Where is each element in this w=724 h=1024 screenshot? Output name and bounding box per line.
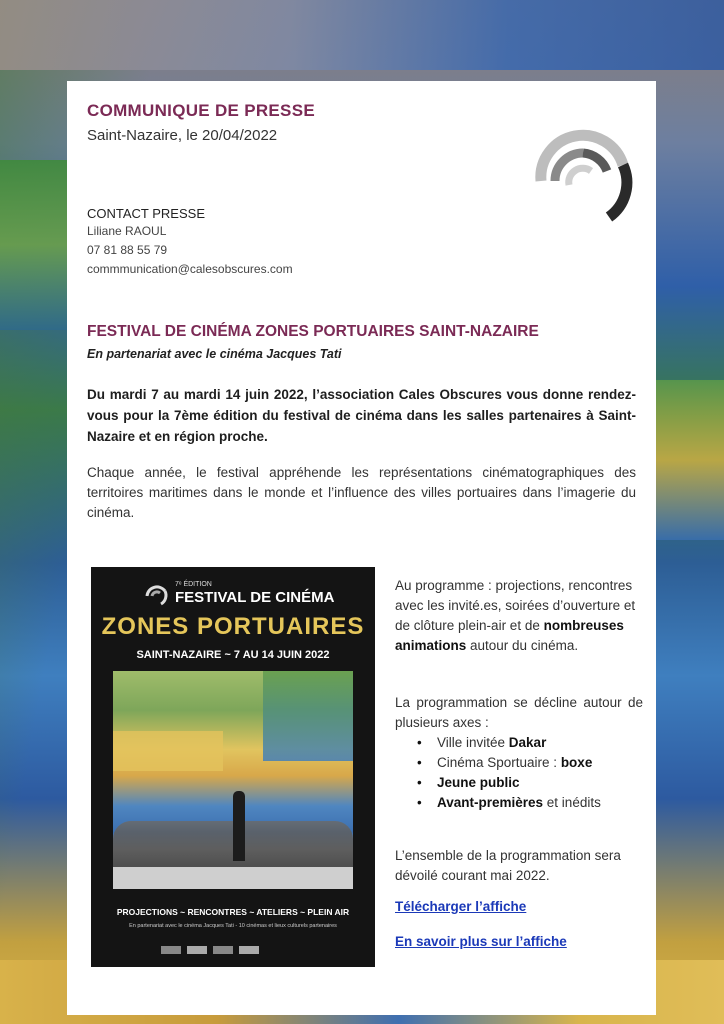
cales-obscures-logo [525, 121, 637, 225]
document-title: COMMUNIQUE DE PRESSE [87, 101, 315, 120]
poster-sponsor-logos [161, 941, 301, 951]
poster-dates: SAINT-NAZAIRE ~ 7 AU 14 JUIN 2022 [136, 649, 330, 661]
poster-info-link[interactable]: En savoir plus sur l’affiche [395, 934, 567, 949]
press-release-page [67, 81, 656, 1015]
axes-intro: La programmation se décline autour de plusieurs axes : [395, 695, 643, 730]
programme-intro [395, 576, 643, 656]
programme-intro-end: autour du cinéma. [466, 638, 579, 653]
list-item: • Cinéma Sportuaire : boxe [395, 753, 643, 773]
poster-edition: 7ᵉ ÉDITION [175, 581, 212, 588]
poster-artwork [113, 671, 353, 889]
festival-poster[interactable] [91, 567, 375, 967]
background-stroke-green-left [0, 160, 67, 330]
list-item: • Jeune public [395, 773, 643, 793]
contact-phone[interactable]: 07 81 88 55 79 [87, 243, 168, 257]
festival-subtitle: En partenariat avec le cinéma Jacques Tati [87, 347, 342, 361]
closing-paragraph: L’ensemble de la programmation sera dévoilé courant mai 2022. [395, 848, 621, 883]
poster-logo-icon [143, 581, 169, 607]
contact-heading: CONTACT PRESSE [87, 206, 205, 221]
background-stroke-green-right [656, 380, 724, 540]
poster-title: ZONES PORTUAIRES [101, 613, 365, 640]
place-date: Saint-Nazaire, le 20/04/2022 [87, 127, 278, 144]
list-item: • Avant-premières et inédits [395, 793, 643, 813]
description-paragraph: Chaque année, le festival appréhende les représentations cinématographiques des territoires maritimes dans le monde et l’influence des villes portuaires dans l’imagerie du cinéma. [87, 465, 636, 520]
axes-list [395, 733, 643, 813]
download-poster-link[interactable]: Télécharger l’affiche [395, 899, 527, 914]
festival-title: FESTIVAL DE CINÉMA ZONES PORTUAIRES SAINT-NAZAIRE [87, 323, 539, 340]
poster-activities: PROJECTIONS ~ RENCONTRES ~ ATELIERS ~ PLEIN AIR [116, 907, 350, 917]
background-stroke-top [0, 0, 724, 70]
lead-paragraph: Du mardi 7 au mardi 14 juin 2022, l’association Cales Obscures vous donne rendez-vous pour la 7ème édition du festival de cinéma dans les salles partenaires à Saint-Nazaire et en région proche. [87, 387, 636, 444]
contact-email[interactable]: commmunication@calesobscures.com [87, 262, 293, 276]
contact-name: Liliane RAOUL [87, 224, 167, 238]
poster-partners: En partenariat avec le cinéma Jacques Tati - 10 cinémas et lieux culturels partenaires [129, 923, 337, 929]
programme-intro-text: Au programme : projections, rencontres avec les invité.es, soirées d’ouverture et de clôture plein-air et de [395, 578, 636, 633]
list-item: • Ville invitée Dakar [395, 733, 643, 753]
poster-festival-label: FESTIVAL DE CINÉMA [175, 589, 335, 606]
programme-intro-highlight: nombreuses animations [395, 618, 624, 653]
